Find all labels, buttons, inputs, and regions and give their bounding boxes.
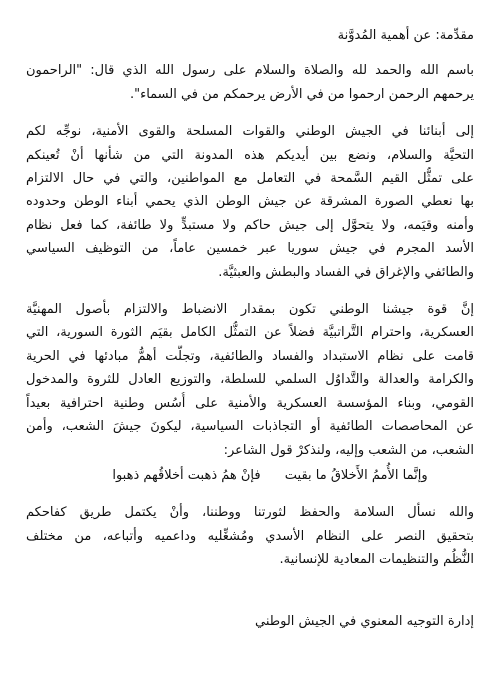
- text-line: إنَّ قوة جيشنا الوطني تكون بمقدار الانضباط والالتزام بأصول المهنيَّة: [26, 302, 474, 318]
- text-line: الشعب، من الشعب وإليه، ولنذكرْ قول الشاعر:: [223, 442, 474, 458]
- paragraph-address: [26, 120, 474, 284]
- text-line: والطائفي والإغراق في الفساد والبطش والعبثيَّة.: [218, 264, 474, 280]
- text-line: التحيَّة والسلام، ونضع بين أيديكم هذه المدونة التي من شأنها أنْ تُعينكم: [26, 147, 474, 163]
- paragraph-army-strength: [26, 298, 474, 462]
- paragraph-closing: [26, 501, 474, 571]
- text-line: العسكرية، واحترام التَّراتبيَّة فضلاً عن التمثُّل الكامل بقيَم الثورة السورية، التي: [26, 325, 474, 341]
- text-line: يرحمهم الرحمن ارحموا من في الأرض يرحمكم من في السماء".: [129, 86, 474, 102]
- paragraph-opening: [26, 59, 474, 106]
- text-line: على تمثُّل القيم السَّمحة في التعامل مع المواطنين، والتي في حال الالتزام: [26, 171, 474, 187]
- text-line: والكرامة والعدالة والتَّداوُل السلمي للسلطة، والتوزيع العادل للثروة والمدخول: [26, 372, 474, 388]
- verse-second-hemistich: فإنْ همُ ذهبت أخلاقُهم ذهبوا: [112, 467, 261, 483]
- text-line: بها نعطي الصورة المشرقة عن جيش الوطن الذي يحمي أبناء الوطن وحدوده: [26, 194, 474, 210]
- document-signature: إدارة التوجيه المعنوي في الجيش الوطني: [255, 613, 474, 629]
- text-line: القومي، وبناء المؤسسة العسكرية والأمنية على أُسُس وطنية احترافية بعيداً: [26, 395, 474, 411]
- text-line: عن المحاصصات الطائفية أو التجاذبات السياسية، ليكونَ جيشَ الشعب، وأمن: [26, 419, 474, 435]
- poetry-verse: [26, 464, 474, 487]
- text-line: بتحقيق النصر على النظام الأسدي ومُشغِّليه وداعميه وأتباعه، من مختلف: [26, 528, 474, 544]
- text-line: باسم الله والحمد لله والصلاة والسلام على رسول الله الذي قال: "الراحمون: [26, 63, 474, 79]
- text-line: إلى أبنائنا في الجيش الوطني والقوات المسلحة والقوى الأمنية، نوجِّه لكم: [26, 124, 474, 140]
- text-line: والله نسأل السلامة والحفظ لثورتنا ووطننا، وأنْ يكتمل طريق كفاحكم: [26, 505, 474, 521]
- text-line: قامت على نظام الاستبداد والفساد والطائفية، وتجلَّت أهمُّ مبادئها في الحرية: [26, 348, 474, 364]
- document-heading: مقدِّمة: عن أهمية المُدوَّنة: [337, 28, 474, 43]
- verse-first-hemistich: وإنَّما الأُممُ الأَخلاقُ ما بقيت: [284, 467, 428, 483]
- text-line: النُّظُم والتنظيمات المعادية للإنسانية.: [279, 552, 474, 568]
- text-line: الأسد المجرم في جيش سوريا عبر خمسين عاماً، من التوظيف السياسي: [26, 241, 474, 257]
- text-line: وأمنه وقيَمه، ولا يتحوَّل إلى جيش حاكم ولا مستبدٍّ ولا طائفة، كما فعل نظام: [26, 217, 474, 233]
